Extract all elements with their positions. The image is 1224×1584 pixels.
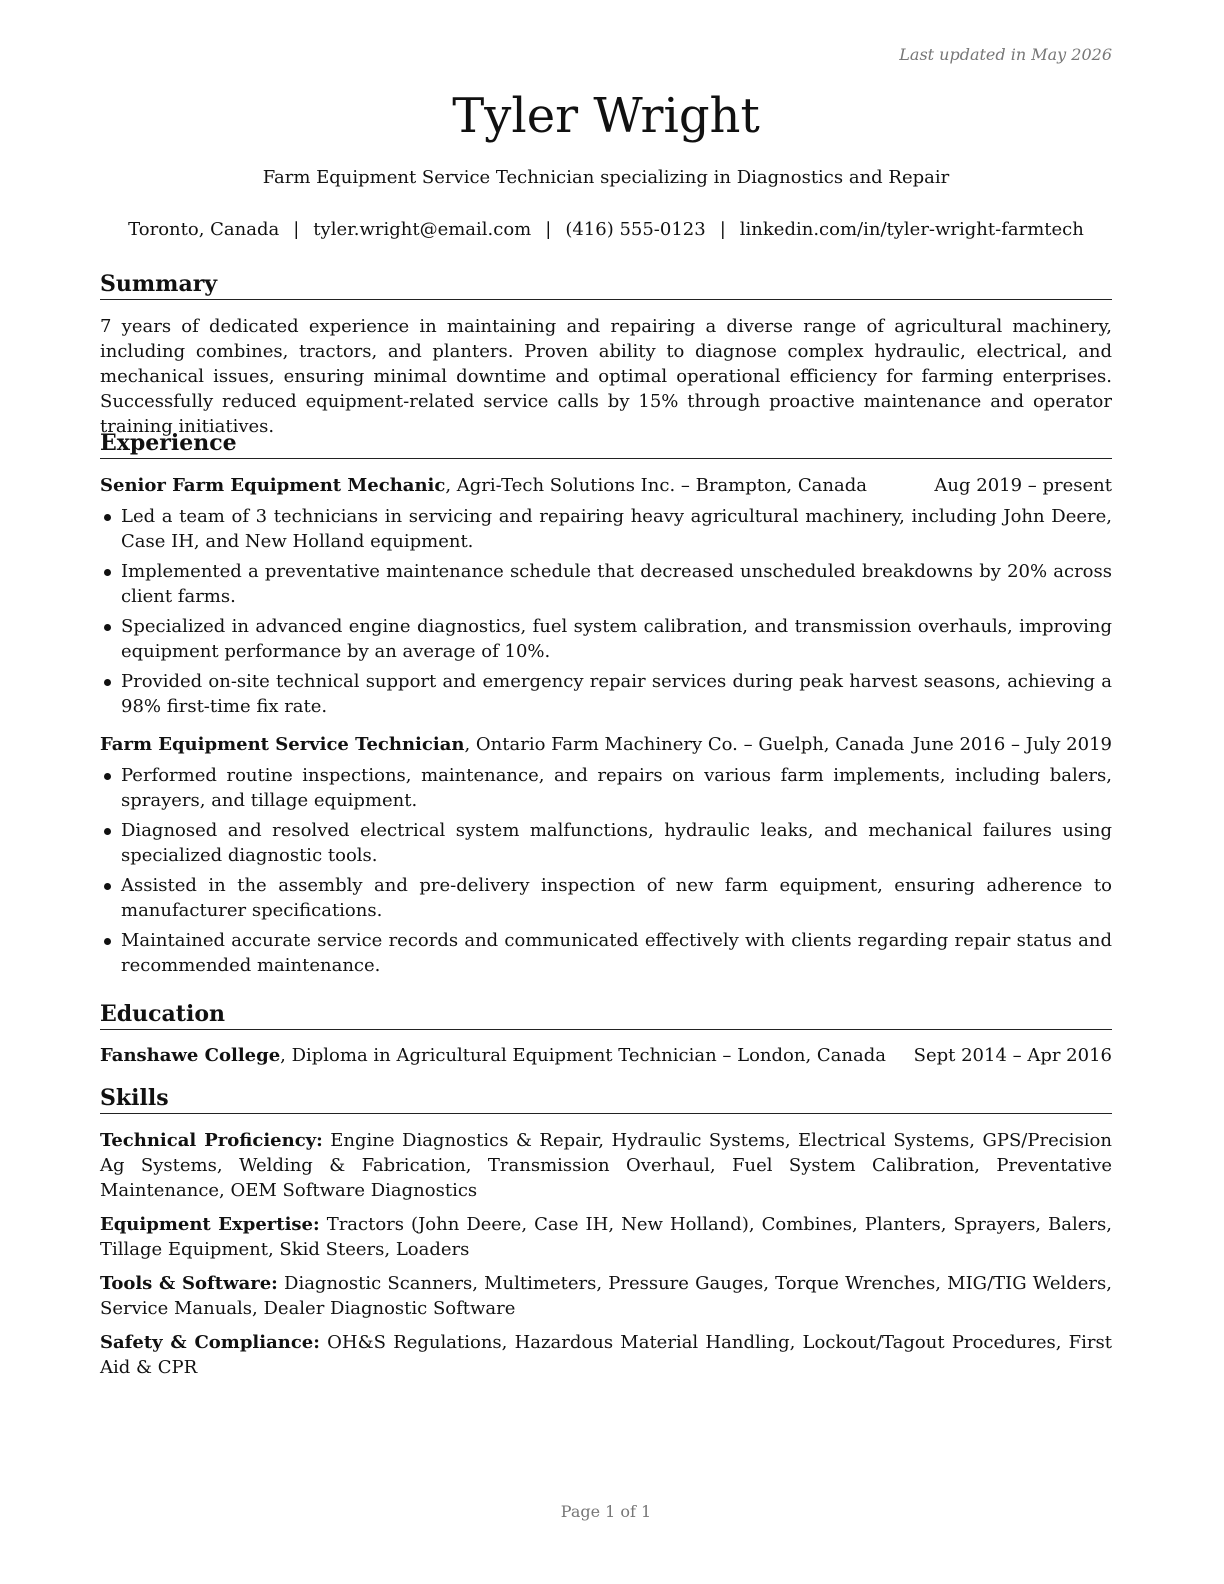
education-detail: , Diploma in Agricultural Equipment Technician – London, Canada (280, 1045, 886, 1066)
skill-group-label: Equipment Expertise: (100, 1214, 320, 1235)
skill-group-label: Safety & Compliance: (100, 1332, 320, 1353)
candidate-tagline: Farm Equipment Service Technician specializing in Diagnostics and Repair (262, 167, 950, 188)
skill-group-items: Tractors (John Deere, Case IH, New Holland), Combines, Planters, Sprayers, Balers, Tillage Equipment, Skid Steers, Loaders (100, 1214, 1112, 1260)
job-header (100, 733, 1112, 757)
job-header (100, 474, 1112, 498)
job-bullet: Implemented a preventative maintenance schedule that decreased unscheduled breakdowns by 20% across client farms. (100, 559, 1112, 609)
skill-group (100, 1330, 1112, 1380)
education-section (100, 1000, 1112, 1068)
skills-section (100, 1084, 1112, 1389)
job-bullet: Performed routine inspections, maintenance, and repairs on various farm implements, including balers, sprayers, and tillage equipment. (100, 763, 1112, 813)
job-bullet: Maintained accurate service records and communicated effectively with clients regarding repair status and recommended maintenance. (100, 928, 1112, 978)
job-bullet: Assisted in the assembly and pre-delivery inspection of new farm equipment, ensuring adherence to manufacturer specifications. (100, 873, 1112, 923)
summary-text: 7 years of dedicated experience in maintaining and repairing a diverse range of agricultural machinery, including combines, tractors, and planters. Proven ability to diagnose complex hydraulic, electrical, and mechanical issues, ensuring minimal downtime and optimal operational efficiency for farming enterprises. Successfully reduced equipment-related service calls by 15% through proactive maintenance and operator training initiatives. (100, 316, 1112, 437)
skill-group (100, 1212, 1112, 1262)
job-bullet-list (100, 504, 1112, 719)
job-bullet: Led a team of 3 technicians in servicing and repairing heavy agricultural machinery, including John Deere, Case IH, and New Holland equipment. (100, 504, 1112, 554)
education-dates: Sept 2014 – Apr 2016 (913, 1045, 1112, 1066)
job-company: , Ontario Farm Machinery Co. – Guelph, Canada (464, 734, 905, 755)
job-dates: Aug 2019 – present (934, 475, 1112, 496)
education-school: Fanshawe College (100, 1045, 281, 1066)
job-dates: June 2016 – July 2019 (912, 734, 1112, 755)
experience-section (100, 429, 1112, 983)
skill-group-label: Tools & Software: (100, 1273, 278, 1294)
job-bullet: Provided on-site technical support and emergency repair services during peak harvest seasons, achieving a 98% first-time fix rate. (100, 669, 1112, 719)
candidate-name: Tyler Wright (452, 88, 760, 144)
experience-title: Experience (100, 429, 1112, 459)
skills-title: Skills (100, 1084, 1112, 1114)
job-role-line (100, 474, 867, 498)
contact-linkedin[interactable]: linkedin.com/in/tyler-wright-farmtech (739, 219, 1084, 240)
contact-email[interactable]: tyler.wright@email.com (313, 219, 532, 240)
job-entry (100, 733, 1112, 978)
contact-separator: | (545, 219, 552, 240)
skill-group-items: Engine Diagnostics & Repair, Hydraulic Systems, Electrical Systems, GPS/Precision Ag Systems, Welding & Fabrication, Transmission Overhaul, Fuel System Calibration, Preventative Maintenance, OEM Software Diagnostics (100, 1130, 1112, 1201)
skill-group-items: Diagnostic Scanners, Multimeters, Pressure Gauges, Torque Wrenches, MIG/TIG Welders, Service Manuals, Dealer Diagnostic Software (100, 1273, 1112, 1319)
skill-group (100, 1128, 1112, 1203)
contact-line (100, 219, 1112, 240)
summary-title: Summary (100, 270, 1112, 300)
job-bullet: Specialized in advanced engine diagnostics, fuel system calibration, and transmission overhauls, improving equipment performance by an average of 10%. (100, 614, 1112, 664)
education-title: Education (100, 1000, 1112, 1030)
skill-group-items: OH&S Regulations, Hazardous Material Handling, Lockout/Tagout Procedures, First Aid & CPR (100, 1332, 1112, 1378)
summary-section (100, 270, 1112, 439)
job-bullet: Diagnosed and resolved electrical system malfunctions, hydraulic leaks, and mechanical failures using specialized diagnostic tools. (100, 818, 1112, 868)
education-entry (100, 1044, 1112, 1068)
job-role: Farm Equipment Service Technician (100, 734, 465, 755)
job-entry (100, 474, 1112, 719)
page-number: Page 1 of 1 (560, 1502, 652, 1521)
contact-location: Toronto, Canada (128, 219, 280, 240)
last-updated-note: Last updated in May 2026 (899, 45, 1112, 64)
skill-group-label: Technical Proficiency: (100, 1130, 323, 1151)
contact-phone[interactable]: (416) 555-0123 (565, 219, 706, 240)
resume-page (100, 0, 1112, 1584)
job-role: Senior Farm Equipment Mechanic (100, 475, 446, 496)
education-line (100, 1044, 886, 1068)
job-company: , Agri-Tech Solutions Inc. – Brampton, Canada (445, 475, 867, 496)
job-role-line (100, 733, 904, 757)
skills-list (100, 1128, 1112, 1380)
contact-separator: | (293, 219, 300, 240)
job-bullet-list (100, 763, 1112, 978)
contact-separator: | (719, 219, 726, 240)
skill-group (100, 1271, 1112, 1321)
